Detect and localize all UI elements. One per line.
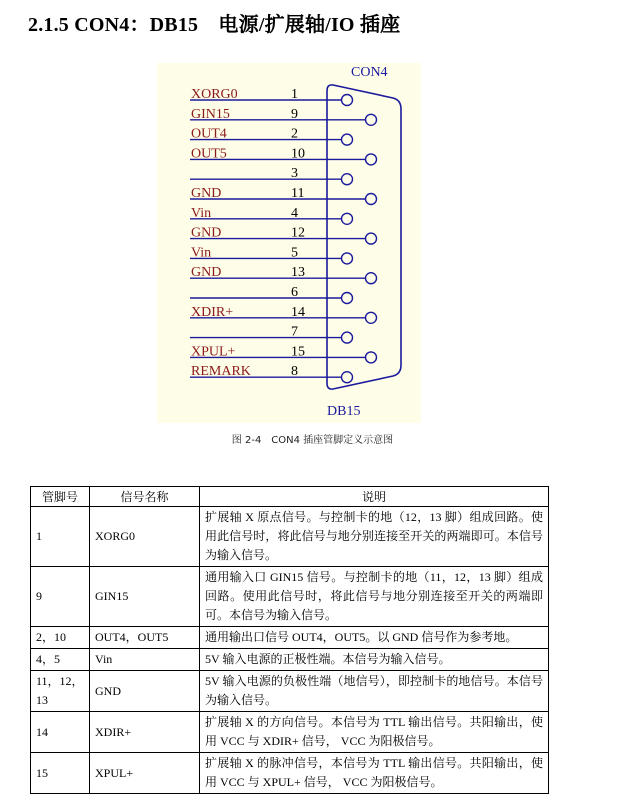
pin-contact [342, 213, 353, 224]
pin-contact [342, 95, 353, 106]
table-header-row [31, 487, 549, 507]
figure-caption: 图 2-4 CON4 插座管脚定义示意图 [231, 435, 394, 446]
signal-label: GIN15 [191, 106, 230, 122]
signal-cell: Vin [90, 649, 200, 671]
signal-cell: XORG0 [90, 507, 200, 567]
description-cell: 5V 输入电源的正极性端。本信号为输入信号。 [200, 649, 549, 671]
signal-label: OUT4 [191, 126, 227, 142]
description-cell: 扩展轴 X 的方向信号。本信号为 TTL 输出信号。共阳输出，使用 VCC 与 XDIR+ 信号， VCC 为阳极信号。 [200, 712, 549, 753]
signal-label: XDIR+ [191, 304, 234, 320]
signal-cell: OUT4，OUT5 [90, 627, 200, 649]
signal-label: GND [191, 225, 222, 241]
connector-label: CON4 [351, 65, 388, 80]
pin-number: 1 [291, 87, 298, 102]
pin-contact [366, 154, 377, 165]
pin-contact [366, 194, 377, 205]
table-row [31, 567, 549, 627]
connector-shell-outline [327, 85, 401, 389]
pin-number: 14 [291, 304, 305, 320]
table-row [31, 507, 549, 567]
pin-number: 9 [291, 106, 298, 122]
table-row [31, 753, 549, 794]
table-row [31, 712, 549, 753]
pin-contact [342, 332, 353, 343]
pin-cell: 15 [31, 753, 90, 794]
header-description: 说明 [200, 487, 549, 507]
pin-contact [342, 253, 353, 264]
signal-cell: XDIR+ [90, 712, 200, 753]
description-cell: 通用输出口信号 OUT4，OUT5。以 GND 信号作为参考地。 [200, 627, 549, 649]
table-row [31, 671, 549, 712]
description-cell: 扩展轴 X 的脉冲信号，本信号为 TTL 输出信号。共阳输出，使用 VCC 与 XPUL+ 信号， VCC 为阳极信号。 [200, 753, 549, 794]
description-cell: 扩展轴 X 原点信号。与控制卡的地（12，13 脚）组成回路。使用此信号时，将此信号与地分别连接至开关的两端即可。本信号为输入信号。 [200, 507, 549, 567]
signal-cell: GIN15 [90, 567, 200, 627]
pin-number: 10 [291, 146, 305, 162]
pin-contact [366, 233, 377, 244]
db15-pinout-schematic [157, 63, 421, 423]
pin-number: 7 [291, 324, 298, 340]
signal-label: REMARK [191, 364, 251, 380]
pin-number: 3 [291, 166, 298, 182]
signal-label: OUT5 [191, 146, 227, 162]
header-signal: 信号名称 [90, 487, 200, 507]
connector-diagram [157, 63, 421, 423]
pin-cell: 14 [31, 712, 90, 753]
pin-number: 13 [291, 265, 305, 281]
pin-number: 15 [291, 344, 305, 360]
pin-contact [366, 312, 377, 323]
signal-label: XPUL+ [191, 344, 236, 360]
pin-contact [342, 372, 353, 383]
pin-cell: 1 [31, 507, 90, 567]
pin-number: 11 [291, 186, 305, 201]
pin-number: 4 [291, 205, 298, 221]
pin-number: 5 [291, 245, 298, 261]
signal-label: Vin [191, 205, 212, 221]
signal-label: Vin [191, 245, 212, 261]
signal-label: XORG0 [191, 87, 238, 102]
signal-label: GND [191, 186, 222, 201]
description-cell: 通用输入口 GIN15 信号。与控制卡的地（11，12，13 脚）组成回路。使用此信号时，将此信号与地分别连接至开关的两端即可。本信号为输入信号。 [200, 567, 549, 627]
signal-label: GND [191, 265, 222, 281]
pin-definition-table [30, 486, 549, 794]
pin-number: 12 [291, 225, 305, 241]
table-row [31, 649, 549, 671]
section-heading: 2.1.5 CON4：DB15 电源/扩展轴/IO 插座 [28, 14, 401, 36]
pin-cell: 9 [31, 567, 90, 627]
pin-cell: 2，10 [31, 627, 90, 649]
description-cell: 5V 输入电源的负极性端（地信号），即控制卡的地信号。本信号为输入信号。 [200, 671, 549, 712]
header-pin: 管脚号 [31, 487, 90, 507]
signal-cell: XPUL+ [90, 753, 200, 794]
signal-cell: GND [90, 671, 200, 712]
pin-number: 6 [291, 285, 298, 300]
table-row [31, 627, 549, 649]
pin-contact [366, 352, 377, 363]
pin-contact [342, 174, 353, 185]
pin-cell: 11，12，13 [31, 671, 90, 712]
pin-contact [366, 273, 377, 284]
connector-type-label: DB15 [327, 404, 361, 419]
pin-contact [342, 134, 353, 145]
pin-contact [342, 293, 353, 304]
pin-number: 2 [291, 126, 298, 142]
pin-cell: 4，5 [31, 649, 90, 671]
pin-contact [366, 114, 377, 125]
pin-number: 8 [291, 364, 298, 380]
